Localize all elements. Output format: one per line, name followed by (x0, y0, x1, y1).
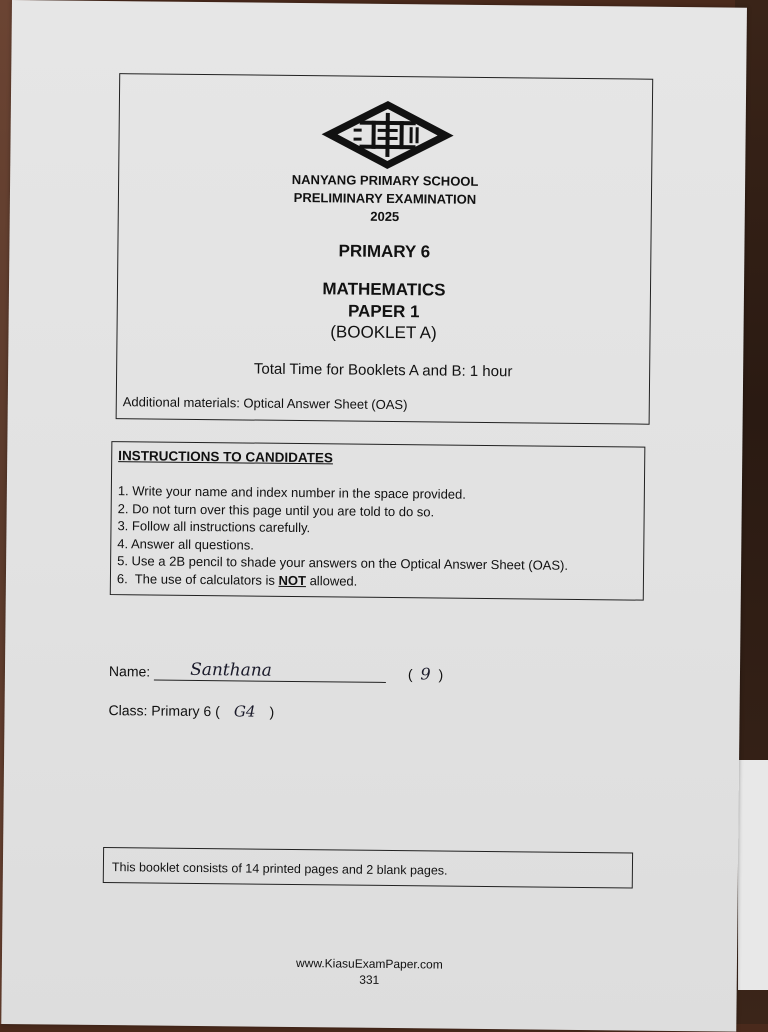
header-box (116, 73, 654, 425)
total-time: Total Time for Booklets A and B: 1 hour (253, 360, 513, 381)
class-close: ) (269, 703, 275, 720)
instruction-item: 5. Use a 2B pencil to shade your answers on the Optical Answer Sheet (OAS). (117, 553, 569, 573)
instruction-suffix: allowed. (305, 572, 358, 589)
instructions-list (117, 482, 569, 592)
page-number: 331 (359, 972, 380, 987)
level-title: PRIMARY 6 (338, 241, 431, 262)
name-label: Name: (108, 663, 151, 680)
instructions-title: INSTRUCTIONS TO CANDIDATES (118, 448, 334, 466)
subject-title: MATHEMATICS (322, 279, 446, 300)
instruction-item: 4. Answer all questions. (117, 535, 254, 553)
class-row (108, 701, 274, 721)
exam-name: PRELIMINARY EXAMINATION (293, 189, 477, 207)
exam-year: 2025 (370, 208, 400, 225)
instruction-item: 1. Write your name and index number in the space provided. (117, 483, 467, 502)
instruction-item: 2. Do not turn over this page until you are told to do so. (117, 500, 435, 519)
exam-cover-page (1, 0, 747, 1032)
index-number[interactable]: 9 (420, 664, 431, 684)
pages-note-box (103, 847, 633, 889)
footer (2, 952, 737, 992)
instructions-box (110, 441, 646, 601)
class-value[interactable]: G4 (233, 702, 256, 721)
instruction-text: 6. The use of calculators is (116, 570, 279, 588)
school-crest-logo (319, 98, 456, 171)
instruction-emphasis: NOT (278, 572, 307, 588)
subject-block (118, 276, 650, 326)
name-row (109, 661, 443, 683)
background-paper-edge (738, 760, 768, 990)
class-label: Class: Primary 6 ( (108, 702, 220, 720)
additional-materials: Additional materials: Optical Answer Sheet (OAS) (122, 394, 408, 413)
instruction-item: 3. Follow all instructions carefully. (117, 518, 311, 536)
index-open: ( (407, 666, 413, 683)
school-name: NANYANG PRIMARY SCHOOL (291, 171, 479, 189)
booklet-label: (BOOKLET A) (330, 322, 437, 343)
index-close: ) (438, 666, 444, 683)
paper-title: PAPER 1 (347, 301, 420, 322)
name-value: Santhana (190, 659, 272, 681)
school-header (119, 169, 652, 229)
footer-website: www.KiasuExamPaper.com (295, 956, 443, 972)
pages-note: This booklet consists of 14 printed pages and 2 blank pages. (111, 860, 448, 878)
name-field[interactable] (154, 659, 386, 683)
